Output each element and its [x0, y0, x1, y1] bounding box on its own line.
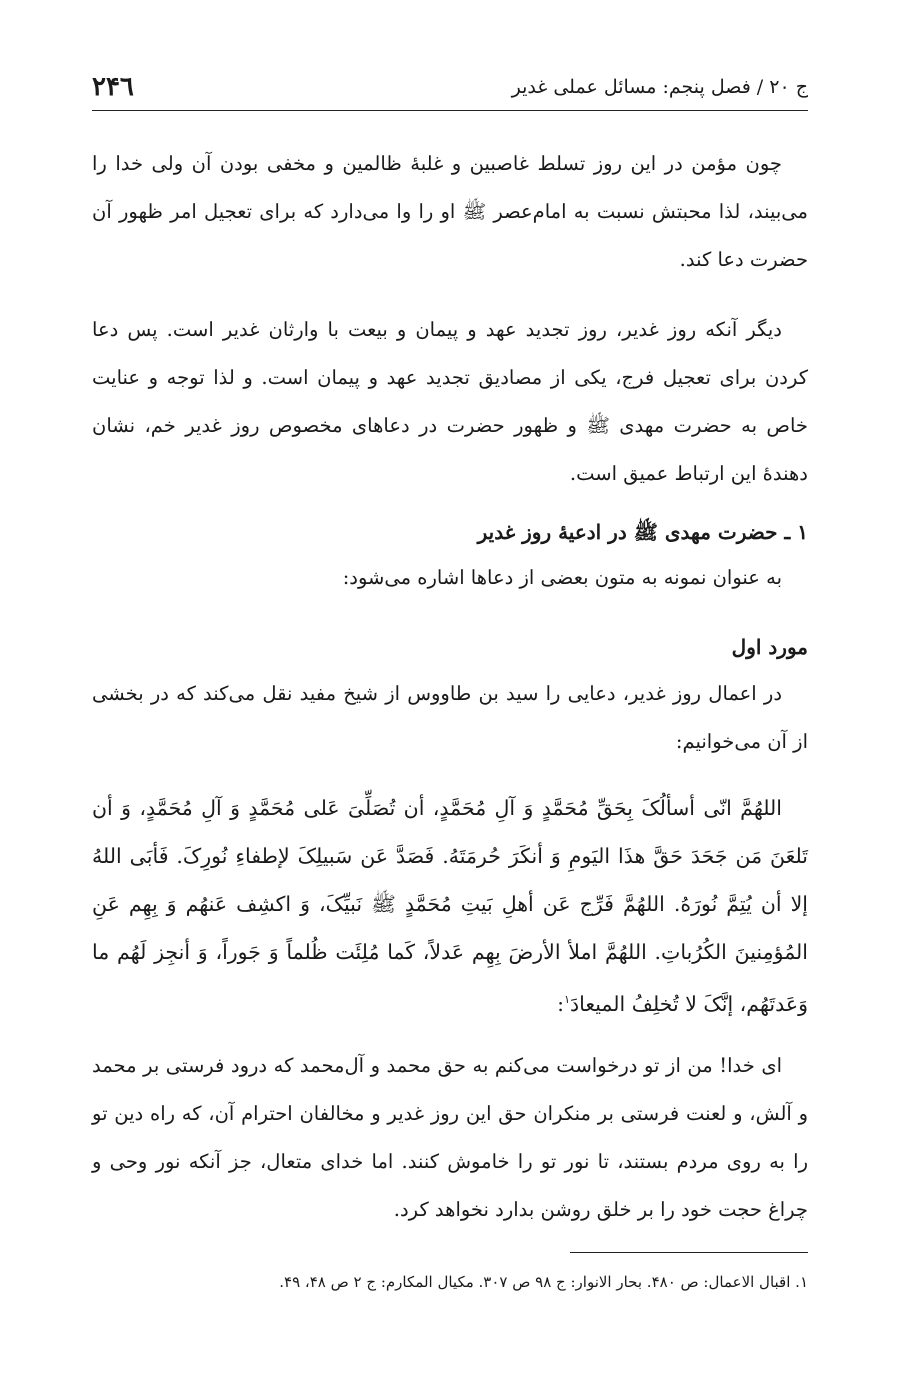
paragraph-2: دیگر آنکه روز غدیر، روز تجدید عهد و پیمان و بیعت با وارثان غدیر است. پس دعا کردن برای تعجیل فرج، یکی از مصادیق تجدید عهد و پیمان است. و لذا توجه و عنایت خاص به حضرت مهدی ﷺ و ظهور حضرت در دعاهای مخصوص روز غدیر خم، نشان دهندهٔ این ارتباط عمیق است.: [92, 318, 808, 485]
section-intro: به عنوان نمونه به متون بعضی از دعاها اشاره می‌شود:: [342, 566, 782, 589]
section-heading: ۱ ـ حضرت مهدی ﷺ در ادعیهٔ روز غدیر: [477, 520, 808, 544]
page-header: [92, 64, 808, 111]
case-heading: مورد اول: [731, 635, 808, 659]
paragraph-1: چون مؤمن در این روز تسلط غاصبین و غلبهٔ ظالمین و مخفی بودن آن ولی خدا را می‌بیند، لذا محبتش نسبت به امام‌عصر ﷺ او را وا می‌دارد که برای تعجیل امر ظهور آن حضرت دعا کند.: [92, 152, 808, 271]
page-number: ۲۴٦: [92, 72, 134, 102]
case-intro: در اعمال روز غدیر، دعایی را سید بن طاووس از شیخ مفید نقل می‌کند که در بخشی از آن می‌خوانیم:: [92, 682, 808, 753]
prayer-text: اللهُمَّ انّی أسألُکَ بِحَقِّ مُحَمَّدٍ وَ آلِ مُحَمَّدٍ، أن تُصَلِّیَ عَلی مُحَمَّدٍ وَ آلِ مُحَمَّدٍ، وَ أن تَلعَنَ مَن جَحَدَ حَقَّ هذَا الیَومِ وَ أنکَرَ حُرمَتَهُ. فَصَدَّ عَن سَبیلِکَ لإطفاءِ نُورِکَ. فَأبَی اللهُ إلا أن یُتِمَّ نُورَهُ. اللهُمَّ فَرِّج عَن أهلِ بَیتِ مُحَمَّدٍ ﷺ نَبیِّکَ، وَ اکشِف عَنهُم وَ بِهِم عَنِ المُؤمِنینَ الکُرُباتِ. اللهُمَّ املأ الأرضَ بِهِم عَدلاً، کَما مُلِئَت ظُلماً وَ جَوراً، وَ أنجِز لَهُم ما وَعَدتَهُم، إنَّکَ لا تُخلِفُ المیعادَ: [92, 796, 808, 1016]
page-body: [92, 140, 808, 1234]
arabic-prayer: [92, 784, 808, 1028]
footnote: ۱. اقبال الاعمال: ص ۴۸۰. بحار الانوار: ج ۹۸ ص ۳۰۷. مکیال المکارم: ج ۲ ص ۴۸، ۴۹.: [279, 1273, 808, 1291]
prayer-end: :: [557, 991, 565, 1016]
footnote-divider: [570, 1252, 808, 1253]
prayer-translation: ای خدا! من از تو درخواست می‌کنم به حق محمد و آل‌محمد که درود فرستی بر محمد و آلش، و لعنت فرستی بر منکران حق این روز غدیر و مخالفان احترام آن، که راه دین تو را به روی مردم بستند، تا نور تو را خاموش کنند. اما خدای متعال، جز آنکه نور وحی و چراغ حجت خود را بر خلق روشن بدارد نخواهد کرد.: [92, 1053, 808, 1221]
running-title: ج ۲۰ / فصل پنجم: مسائل عملی غدیر: [511, 76, 808, 98]
footnote-marker: ۱: [564, 993, 570, 1006]
